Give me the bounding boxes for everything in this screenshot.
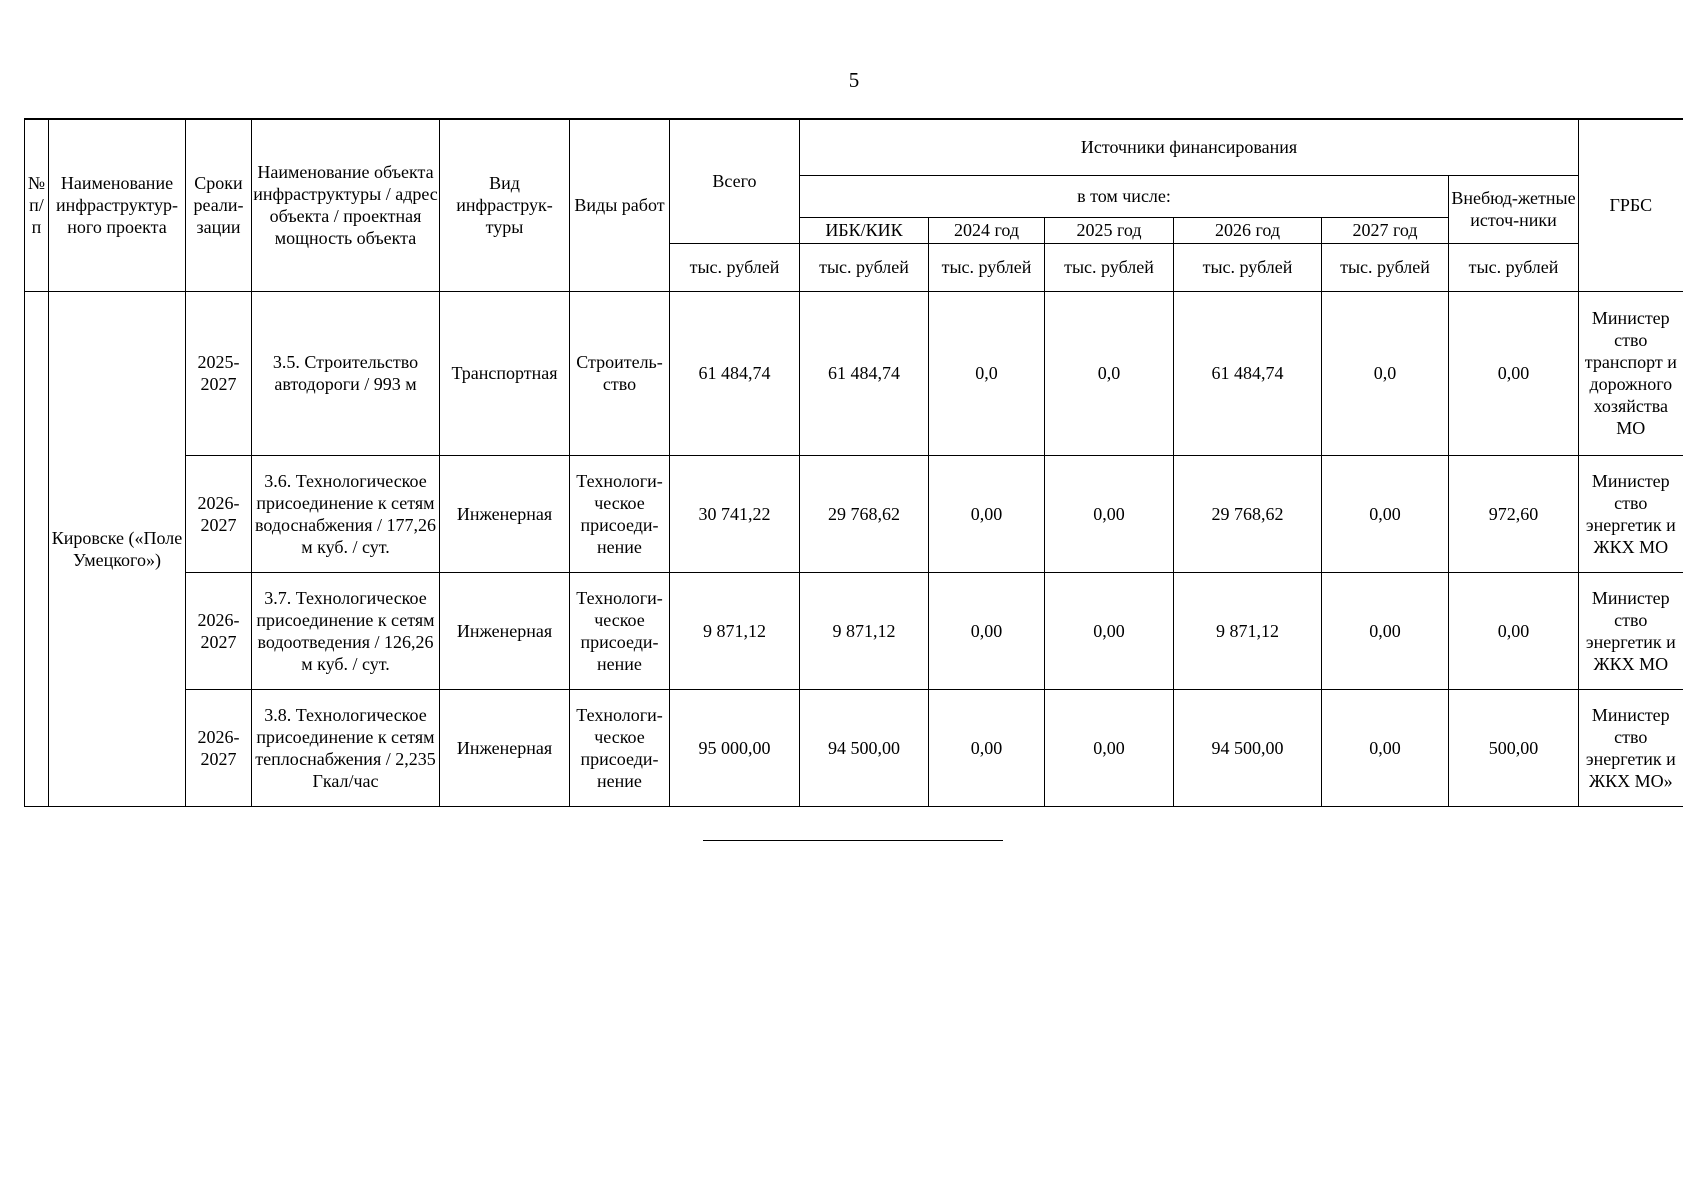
col-header-infra-type: Вид инфраструк-туры [440,119,570,291]
cell-object: 3.6. Технологическое присоединение к сетям водоснабжения / 177,26 м куб. / сут. [252,455,440,572]
unit-extrabudget: тыс. рублей [1449,243,1579,291]
col-header-num: № п/п [25,119,49,291]
table-row [25,572,1683,689]
col-header-ibk: ИБК/КИК [800,217,929,243]
cell-work-type: Технологи-ческое присоеди-нение [570,572,670,689]
cell-extrabudget: 0,00 [1449,572,1579,689]
cell-ibk: 61 484,74 [800,291,929,455]
cell-2024: 0,00 [929,689,1045,806]
cell-total: 95 000,00 [670,689,800,806]
cell-infra-type: Инженерная [440,455,570,572]
cell-infra-type: Инженерная [440,572,570,689]
cell-object: 3.5. Строительство автодороги / 993 м [252,291,440,455]
unit-2024: тыс. рублей [929,243,1045,291]
cell-total: 30 741,22 [670,455,800,572]
cell-2025: 0,00 [1045,572,1174,689]
col-header-including: в том числе: [800,175,1449,217]
col-header-2027: 2027 год [1322,217,1449,243]
cell-2027: 0,0 [1322,291,1449,455]
closing-rule [703,840,1003,841]
header-row-main [25,119,1683,175]
cell-timing: 2025-2027 [186,291,252,455]
cell-2025: 0,00 [1045,455,1174,572]
col-header-2024: 2024 год [929,217,1045,243]
cell-total: 61 484,74 [670,291,800,455]
cell-project-name: Кировске («Поле Умецкого») [49,291,186,806]
financing-table [24,118,1683,807]
table-row [25,455,1683,572]
cell-num [25,291,49,806]
cell-object: 3.8. Технологическое присоединение к сетям теплоснабжения / 2,235 Гкал/час [252,689,440,806]
cell-2027: 0,00 [1322,689,1449,806]
cell-2026: 29 768,62 [1174,455,1322,572]
cell-work-type: Технологи-ческое присоеди-нение [570,455,670,572]
cell-2024: 0,0 [929,291,1045,455]
cell-grbs: Министер ство транспорт и дорожного хозяйства МО [1579,291,1683,455]
cell-2027: 0,00 [1322,455,1449,572]
cell-2025: 0,00 [1045,689,1174,806]
cell-work-type: Строитель-ство [570,291,670,455]
col-header-2025: 2025 год [1045,217,1174,243]
unit-2027: тыс. рублей [1322,243,1449,291]
cell-timing: 2026-2027 [186,572,252,689]
cell-2027: 0,00 [1322,572,1449,689]
col-header-grbs: ГРБС [1579,119,1683,291]
col-header-2026: 2026 год [1174,217,1322,243]
cell-ibk: 94 500,00 [800,689,929,806]
table-row [25,689,1683,806]
cell-extrabudget: 0,00 [1449,291,1579,455]
cell-grbs: Министер ство энергетик и ЖКХ МО [1579,572,1683,689]
unit-2025: тыс. рублей [1045,243,1174,291]
cell-2024: 0,00 [929,455,1045,572]
cell-work-type: Технологи-ческое присоеди-нение [570,689,670,806]
unit-ibk: тыс. рублей [800,243,929,291]
col-header-object-name: Наименование объекта инфраструктуры / адрес объекта / проектная мощность объекта [252,119,440,291]
col-header-extrabudget: Внебюд-жетные источ-ники [1449,175,1579,243]
cell-object: 3.7. Технологическое присоединение к сетям водоотведения / 126,26 м куб. / сут. [252,572,440,689]
cell-2026: 61 484,74 [1174,291,1322,455]
cell-infra-type: Транспортная [440,291,570,455]
cell-extrabudget: 972,60 [1449,455,1579,572]
cell-2025: 0,0 [1045,291,1174,455]
col-header-timing: Сроки реали-зации [186,119,252,291]
table-row [25,291,1683,455]
cell-ibk: 9 871,12 [800,572,929,689]
cell-grbs: Министер ство энергетик и ЖКХ МО [1579,455,1683,572]
col-header-total: Всего [670,119,800,243]
cell-2024: 0,00 [929,572,1045,689]
cell-2026: 9 871,12 [1174,572,1322,689]
col-header-funding-sources: Источники финансирования [800,119,1579,175]
col-header-work-types: Виды работ [570,119,670,291]
cell-extrabudget: 500,00 [1449,689,1579,806]
cell-grbs: Министер ство энергетик и ЖКХ МО» [1579,689,1683,806]
cell-timing: 2026-2027 [186,689,252,806]
col-header-project-name: Наименование инфраструктур-ного проекта [49,119,186,291]
cell-infra-type: Инженерная [440,689,570,806]
cell-total: 9 871,12 [670,572,800,689]
cell-timing: 2026-2027 [186,455,252,572]
unit-2026: тыс. рублей [1174,243,1322,291]
unit-total: тыс. рублей [670,243,800,291]
page-number: 5 [848,68,860,92]
cell-2026: 94 500,00 [1174,689,1322,806]
cell-ibk: 29 768,62 [800,455,929,572]
